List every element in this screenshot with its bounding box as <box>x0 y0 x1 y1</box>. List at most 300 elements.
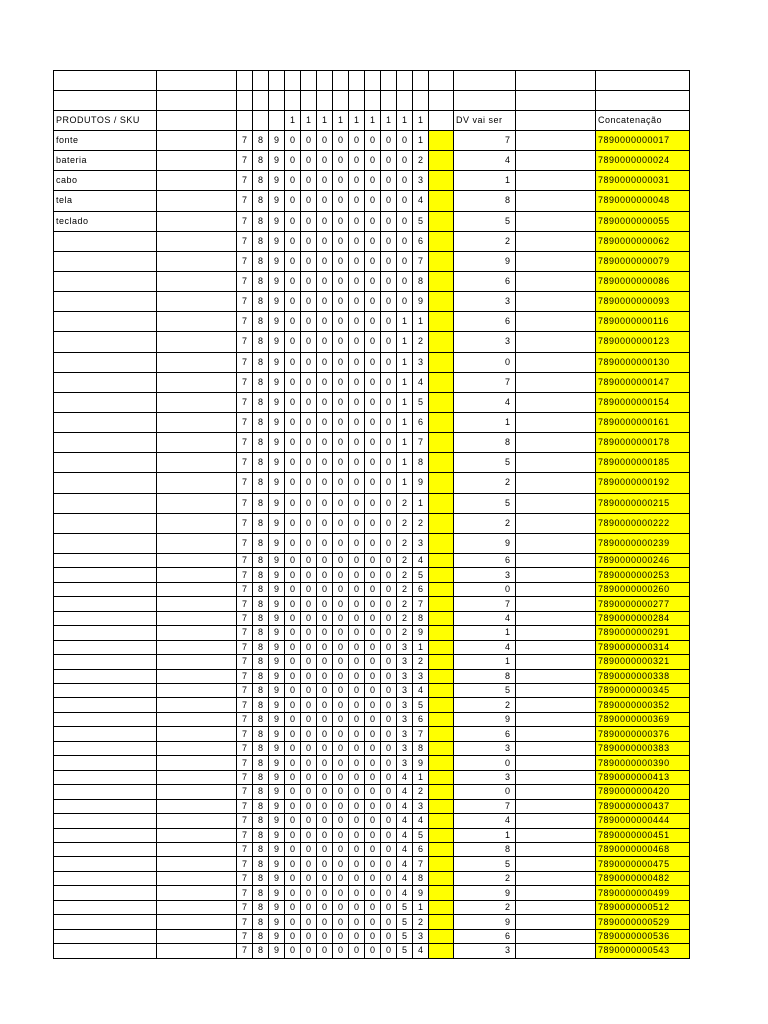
empty-cell <box>516 554 596 568</box>
digit-cell: 0 <box>397 151 413 171</box>
digit-cell: 8 <box>253 494 269 514</box>
digit-cell: 0 <box>333 272 349 292</box>
digit-cell: 0 <box>381 829 397 843</box>
highlight-cell <box>429 413 454 433</box>
highlight-cell <box>429 597 454 611</box>
digit-cell: 8 <box>253 930 269 944</box>
digit-cell: 0 <box>317 857 333 871</box>
digit-cell: 4 <box>413 944 429 958</box>
highlight-cell <box>429 252 454 272</box>
digit-cell: 7 <box>237 272 253 292</box>
empty-cell <box>516 232 596 252</box>
dv-cell: 1 <box>454 829 516 843</box>
product-cell: tela <box>54 191 157 211</box>
empty-cell <box>516 641 596 655</box>
digit-cell: 1 <box>397 353 413 373</box>
digit-cell: 7 <box>413 727 429 741</box>
digit-cell: 2 <box>397 597 413 611</box>
digit-cell: 4 <box>397 785 413 799</box>
dv-cell: 3 <box>454 568 516 582</box>
highlight-cell <box>429 742 454 756</box>
product-cell <box>54 727 157 741</box>
product-cell <box>54 742 157 756</box>
digit-header-cell: 1 <box>381 111 397 131</box>
product-cell <box>54 670 157 684</box>
digit-cell: 0 <box>333 514 349 534</box>
empty-cell <box>516 583 596 597</box>
digit-cell: 0 <box>317 373 333 393</box>
empty-cell <box>429 91 454 111</box>
digit-cell: 7 <box>237 843 253 857</box>
empty-cell <box>157 473 237 493</box>
concat-cell: 7890000000543 <box>596 944 690 958</box>
digit-cell: 0 <box>349 332 365 352</box>
digit-cell: 8 <box>253 232 269 252</box>
digit-cell: 8 <box>253 272 269 292</box>
digit-cell: 9 <box>269 292 285 312</box>
empty-cell <box>333 91 349 111</box>
digit-cell: 0 <box>349 413 365 433</box>
digit-cell: 7 <box>237 583 253 597</box>
highlight-cell <box>429 332 454 352</box>
highlight-cell <box>429 131 454 151</box>
digit-cell: 0 <box>333 641 349 655</box>
digit-cell: 0 <box>333 655 349 669</box>
digit-cell: 0 <box>333 353 349 373</box>
concat-cell: 7890000000437 <box>596 800 690 814</box>
digit-cell: 0 <box>317 568 333 582</box>
digit-cell: 6 <box>413 413 429 433</box>
digit-cell: 0 <box>301 191 317 211</box>
digit-cell: 2 <box>397 494 413 514</box>
empty-cell <box>397 71 413 91</box>
digit-cell: 7 <box>237 171 253 191</box>
concat-cell: 7890000000178 <box>596 433 690 453</box>
product-cell <box>54 771 157 785</box>
digit-cell: 7 <box>237 886 253 900</box>
concat-cell: 7890000000055 <box>596 212 690 232</box>
empty-cell <box>516 111 596 131</box>
concat-cell: 7890000000444 <box>596 814 690 828</box>
digit-cell: 0 <box>301 626 317 640</box>
digit-cell: 0 <box>317 514 333 534</box>
digit-cell: 0 <box>317 886 333 900</box>
digit-cell: 0 <box>285 568 301 582</box>
product-cell <box>54 252 157 272</box>
digit-cell: 0 <box>301 872 317 886</box>
empty-cell <box>253 71 269 91</box>
empty-cell <box>269 91 285 111</box>
concat-cell: 7890000000369 <box>596 713 690 727</box>
empty-cell <box>317 91 333 111</box>
digit-cell: 9 <box>269 886 285 900</box>
digit-cell: 0 <box>349 292 365 312</box>
empty-cell <box>516 771 596 785</box>
digit-cell: 0 <box>301 756 317 770</box>
digit-cell: 0 <box>333 171 349 191</box>
digit-cell: 6 <box>413 583 429 597</box>
concat-cell: 7890000000185 <box>596 453 690 473</box>
digit-cell: 7 <box>237 785 253 799</box>
digit-cell: 0 <box>381 393 397 413</box>
digit-cell: 0 <box>317 554 333 568</box>
digit-cell: 0 <box>349 612 365 626</box>
digit-cell: 0 <box>365 312 381 332</box>
dv-cell: 2 <box>454 232 516 252</box>
empty-cell <box>157 641 237 655</box>
digit-cell: 0 <box>285 641 301 655</box>
digit-cell: 0 <box>317 814 333 828</box>
dv-cell: 8 <box>454 670 516 684</box>
dv-cell: 1 <box>454 655 516 669</box>
product-cell <box>54 655 157 669</box>
digit-cell: 0 <box>301 332 317 352</box>
digit-cell: 0 <box>285 698 301 712</box>
highlight-cell <box>429 727 454 741</box>
digit-cell: 1 <box>397 473 413 493</box>
highlight-cell <box>429 641 454 655</box>
dv-cell: 0 <box>454 785 516 799</box>
digit-header-cell: 1 <box>333 111 349 131</box>
concat-cell: 7890000000321 <box>596 655 690 669</box>
dv-cell: 8 <box>454 843 516 857</box>
digit-cell: 5 <box>413 568 429 582</box>
empty-cell <box>157 684 237 698</box>
product-cell <box>54 272 157 292</box>
digit-cell: 9 <box>269 494 285 514</box>
highlight-cell <box>429 191 454 211</box>
digit-cell: 9 <box>269 312 285 332</box>
digit-cell: 2 <box>413 332 429 352</box>
digit-cell: 0 <box>285 554 301 568</box>
digit-cell: 0 <box>381 698 397 712</box>
empty-cell <box>516 151 596 171</box>
digit-cell: 7 <box>237 829 253 843</box>
digit-cell: 8 <box>253 857 269 871</box>
concat-cell: 7890000000314 <box>596 641 690 655</box>
empty-cell <box>157 71 237 91</box>
digit-cell: 9 <box>269 332 285 352</box>
digit-cell: 0 <box>285 886 301 900</box>
product-cell <box>54 292 157 312</box>
concat-cell: 7890000000284 <box>596 612 690 626</box>
digit-cell: 7 <box>237 151 253 171</box>
dv-cell: 2 <box>454 872 516 886</box>
digit-cell: 7 <box>237 727 253 741</box>
digit-cell: 0 <box>333 534 349 554</box>
empty-cell <box>317 71 333 91</box>
digit-cell: 9 <box>269 252 285 272</box>
digit-cell: 0 <box>349 151 365 171</box>
digit-cell: 0 <box>381 684 397 698</box>
digit-cell: 0 <box>333 494 349 514</box>
empty-cell <box>285 71 301 91</box>
digit-cell: 0 <box>381 713 397 727</box>
digit-cell: 9 <box>413 756 429 770</box>
digit-cell: 2 <box>413 655 429 669</box>
empty-cell <box>157 597 237 611</box>
digit-cell: 0 <box>333 151 349 171</box>
digit-cell: 7 <box>237 494 253 514</box>
digit-cell: 0 <box>349 534 365 554</box>
digit-cell: 7 <box>237 514 253 534</box>
digit-cell: 8 <box>253 901 269 915</box>
digit-cell: 8 <box>253 583 269 597</box>
digit-header-cell <box>237 111 253 131</box>
digit-cell: 0 <box>317 272 333 292</box>
empty-cell <box>429 71 454 91</box>
digit-cell: 0 <box>285 191 301 211</box>
digit-cell: 1 <box>397 393 413 413</box>
digit-cell: 0 <box>381 670 397 684</box>
digit-cell: 0 <box>381 494 397 514</box>
digit-cell: 3 <box>397 684 413 698</box>
product-cell <box>54 843 157 857</box>
digit-cell: 9 <box>269 433 285 453</box>
digit-cell: 9 <box>413 626 429 640</box>
digit-cell: 7 <box>237 930 253 944</box>
digit-cell: 0 <box>365 612 381 626</box>
digit-cell: 0 <box>397 212 413 232</box>
digit-cell: 8 <box>253 191 269 211</box>
digit-cell: 0 <box>365 413 381 433</box>
empty-cell <box>596 91 690 111</box>
highlight-cell <box>429 930 454 944</box>
product-cell <box>54 393 157 413</box>
dv-cell: 2 <box>454 901 516 915</box>
empty-cell <box>516 944 596 958</box>
digit-cell: 0 <box>333 393 349 413</box>
digit-cell: 0 <box>333 568 349 582</box>
highlight-cell <box>429 534 454 554</box>
digit-cell: 0 <box>301 534 317 554</box>
digit-cell: 0 <box>317 742 333 756</box>
digit-header-cell: 1 <box>349 111 365 131</box>
digit-cell: 0 <box>317 915 333 929</box>
empty-cell <box>253 91 269 111</box>
concat-cell: 7890000000420 <box>596 785 690 799</box>
digit-cell: 0 <box>349 312 365 332</box>
digit-cell: 0 <box>333 473 349 493</box>
digit-cell: 4 <box>397 829 413 843</box>
digit-cell: 0 <box>301 901 317 915</box>
digit-cell: 0 <box>365 771 381 785</box>
digit-cell: 0 <box>365 292 381 312</box>
digit-cell: 0 <box>317 212 333 232</box>
digit-cell: 0 <box>349 252 365 272</box>
digit-cell: 0 <box>301 886 317 900</box>
product-cell <box>54 698 157 712</box>
empty-cell <box>429 111 454 131</box>
digit-cell: 7 <box>237 568 253 582</box>
digit-cell: 0 <box>349 453 365 473</box>
highlight-cell <box>429 373 454 393</box>
digit-cell: 0 <box>301 312 317 332</box>
digit-cell: 9 <box>269 612 285 626</box>
digit-cell: 0 <box>301 857 317 871</box>
dv-cell: 6 <box>454 727 516 741</box>
digit-cell: 8 <box>253 514 269 534</box>
digit-cell: 8 <box>253 641 269 655</box>
digit-cell: 3 <box>397 655 413 669</box>
digit-cell: 0 <box>333 814 349 828</box>
digit-cell: 0 <box>365 597 381 611</box>
dv-cell: 4 <box>454 151 516 171</box>
digit-cell: 0 <box>333 433 349 453</box>
digit-cell: 8 <box>253 393 269 413</box>
empty-cell <box>157 785 237 799</box>
digit-cell: 0 <box>333 915 349 929</box>
digit-cell: 2 <box>397 554 413 568</box>
concat-cell: 7890000000376 <box>596 727 690 741</box>
product-cell <box>54 373 157 393</box>
digit-cell: 8 <box>253 312 269 332</box>
digit-cell: 7 <box>237 655 253 669</box>
digit-cell: 8 <box>253 413 269 433</box>
digit-cell: 0 <box>301 252 317 272</box>
digit-cell: 0 <box>349 829 365 843</box>
empty-cell <box>157 373 237 393</box>
highlight-cell <box>429 292 454 312</box>
empty-cell <box>157 655 237 669</box>
digit-cell: 0 <box>381 814 397 828</box>
digit-cell: 0 <box>365 433 381 453</box>
digit-cell: 0 <box>285 872 301 886</box>
digit-cell: 0 <box>365 373 381 393</box>
digit-cell: 0 <box>365 872 381 886</box>
digit-cell: 8 <box>253 944 269 958</box>
digit-cell: 7 <box>413 433 429 453</box>
empty-cell <box>157 814 237 828</box>
highlight-cell <box>429 433 454 453</box>
digit-cell: 0 <box>317 433 333 453</box>
digit-cell: 9 <box>269 944 285 958</box>
digit-cell: 5 <box>397 930 413 944</box>
digit-cell: 8 <box>253 534 269 554</box>
digit-cell: 3 <box>397 641 413 655</box>
digit-cell: 0 <box>301 212 317 232</box>
empty-cell <box>516 568 596 582</box>
empty-cell <box>157 843 237 857</box>
digit-cell: 9 <box>269 131 285 151</box>
digit-cell: 0 <box>381 597 397 611</box>
digit-cell: 8 <box>413 612 429 626</box>
digit-cell: 5 <box>413 212 429 232</box>
digit-cell: 0 <box>301 597 317 611</box>
digit-cell: 0 <box>365 901 381 915</box>
empty-cell <box>454 91 516 111</box>
dv-cell: 9 <box>454 886 516 900</box>
digit-cell: 0 <box>317 843 333 857</box>
concat-cell: 7890000000017 <box>596 131 690 151</box>
digit-cell: 0 <box>301 373 317 393</box>
digit-cell: 1 <box>397 312 413 332</box>
digit-cell: 0 <box>365 151 381 171</box>
empty-cell <box>157 433 237 453</box>
digit-cell: 0 <box>365 353 381 373</box>
empty-cell <box>516 872 596 886</box>
digit-cell: 0 <box>381 272 397 292</box>
digit-cell: 0 <box>381 583 397 597</box>
dv-cell: 7 <box>454 597 516 611</box>
digit-cell: 0 <box>301 843 317 857</box>
dv-cell: 5 <box>454 684 516 698</box>
digit-cell: 2 <box>397 583 413 597</box>
digit-cell: 0 <box>317 252 333 272</box>
digit-cell: 0 <box>301 473 317 493</box>
digit-cell: 0 <box>317 872 333 886</box>
digit-cell: 3 <box>413 800 429 814</box>
digit-cell: 0 <box>365 191 381 211</box>
product-cell <box>54 756 157 770</box>
digit-cell: 1 <box>413 901 429 915</box>
digit-cell: 0 <box>381 886 397 900</box>
empty-cell <box>516 171 596 191</box>
digit-cell: 9 <box>269 915 285 929</box>
digit-cell: 3 <box>413 930 429 944</box>
digit-cell: 7 <box>237 944 253 958</box>
empty-cell <box>157 800 237 814</box>
digit-cell: 9 <box>269 843 285 857</box>
highlight-cell <box>429 514 454 534</box>
digit-cell: 0 <box>301 655 317 669</box>
empty-cell <box>157 756 237 770</box>
empty-cell <box>157 670 237 684</box>
concat-cell: 7890000000253 <box>596 568 690 582</box>
digit-cell: 8 <box>253 373 269 393</box>
digit-cell: 0 <box>381 131 397 151</box>
digit-cell: 5 <box>413 393 429 413</box>
digit-cell: 0 <box>301 453 317 473</box>
concat-cell: 7890000000475 <box>596 857 690 871</box>
digit-cell: 0 <box>285 212 301 232</box>
digit-cell: 0 <box>381 554 397 568</box>
digit-cell: 9 <box>269 373 285 393</box>
product-cell <box>54 785 157 799</box>
product-cell: cabo <box>54 171 157 191</box>
digit-cell: 0 <box>285 453 301 473</box>
digit-cell: 0 <box>381 433 397 453</box>
concat-cell: 7890000000512 <box>596 901 690 915</box>
digit-cell: 3 <box>413 534 429 554</box>
digit-cell: 9 <box>269 413 285 433</box>
digit-header-cell: 1 <box>397 111 413 131</box>
digit-cell: 0 <box>365 252 381 272</box>
digit-cell: 5 <box>413 829 429 843</box>
digit-cell: 0 <box>285 684 301 698</box>
empty-cell <box>157 568 237 582</box>
highlight-cell <box>429 684 454 698</box>
highlight-cell <box>429 915 454 929</box>
product-header: PRODUTOS / SKU <box>54 111 157 131</box>
empty-cell <box>516 252 596 272</box>
empty-cell <box>413 71 429 91</box>
digit-cell: 4 <box>397 800 413 814</box>
empty-cell <box>516 191 596 211</box>
digit-cell: 1 <box>397 433 413 453</box>
digit-cell: 0 <box>301 568 317 582</box>
digit-cell: 0 <box>301 829 317 843</box>
digit-cell: 0 <box>349 583 365 597</box>
dv-cell: 0 <box>454 353 516 373</box>
highlight-cell <box>429 583 454 597</box>
digit-cell: 0 <box>285 597 301 611</box>
digit-cell: 0 <box>333 597 349 611</box>
digit-cell: 0 <box>349 272 365 292</box>
digit-cell: 1 <box>413 494 429 514</box>
digit-cell: 0 <box>317 312 333 332</box>
empty-cell <box>54 71 157 91</box>
